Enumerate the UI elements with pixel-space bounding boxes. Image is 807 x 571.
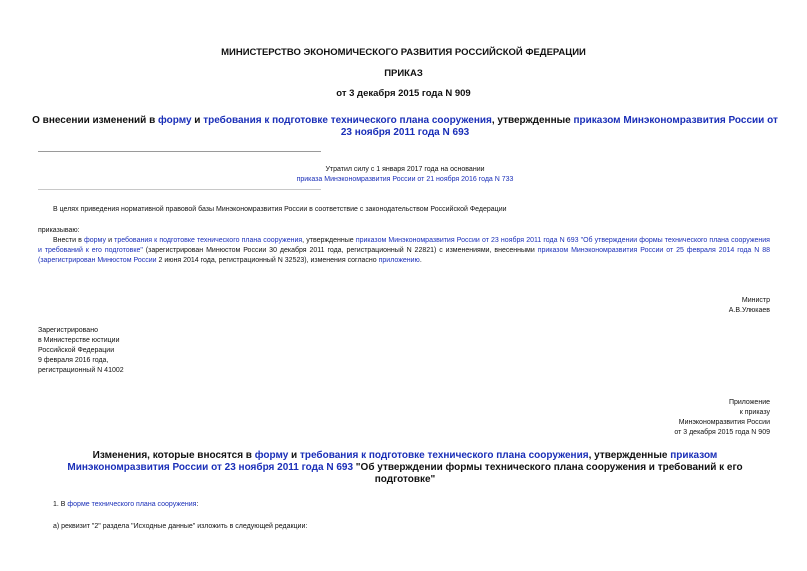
item-1	[53, 500, 198, 510]
registration-block	[38, 326, 124, 376]
title-text-2: и	[191, 115, 204, 126]
appendix-line: к приказу	[739, 409, 770, 416]
appendix-title-text-2: и	[288, 450, 300, 461]
document-title	[30, 115, 780, 139]
order-link-form[interactable]: форму	[84, 237, 106, 244]
separator-line	[38, 151, 321, 152]
registration-line: в Министерстве юстиции	[38, 337, 120, 344]
registration-line: Российской Федерации	[38, 347, 115, 354]
title-link-form[interactable]: форму	[158, 115, 192, 126]
appendix-title-link-form[interactable]: форму	[254, 450, 289, 461]
order-link-appendix[interactable]: приложению	[378, 257, 420, 264]
registration-line: 9 февраля 2016 года,	[38, 357, 109, 364]
item-1a: а) реквизит "2" раздела "Исходные данные" изложить в следующей редакции:	[53, 523, 308, 530]
appendix-title-link-order-693[interactable]: приказом Минэкономразвития России от 23 ноября 2011 года N 693	[67, 450, 718, 473]
appendix-title-text-3: , утвержденные	[588, 450, 671, 461]
order-text-2: и	[105, 237, 115, 244]
registration-line: Зарегистрировано	[38, 327, 98, 334]
doc-date-number: от 3 декабря 2015 года N 909	[336, 88, 471, 99]
status-note	[240, 165, 570, 185]
appendix-title	[45, 450, 765, 486]
signature-name: А.В.Улюкаев	[728, 307, 770, 314]
item-1-suffix: :	[196, 501, 199, 508]
order-text-6: .	[419, 257, 422, 264]
item-1-link-form[interactable]: форме технического плана сооружения	[67, 501, 197, 508]
appendix-line: Приложение	[728, 399, 770, 406]
ministry-heading: МИНИСТЕРСТВО ЭКОНОМИЧЕСКОГО РАЗВИТИЯ РОССИЙСКОЙ ФЕДЕРАЦИИ	[221, 47, 586, 58]
signature-block	[729, 296, 770, 316]
separator-line-2	[38, 189, 321, 190]
item-1-prefix: 1. В	[53, 501, 68, 508]
order-link-order-693[interactable]: приказом Минэкономразвития России от 23 ноября 2011 года N 693 "Об утверждении формы технического плана сооружения и требований к его подготовке"	[38, 237, 770, 254]
title-link-requirements[interactable]: требования к подготовке технического плана сооружения	[203, 115, 492, 126]
order-text-1: Внести в	[53, 237, 85, 244]
registration-line: регистрационный N 41002	[38, 367, 124, 374]
order-text-3: , утвержденные	[302, 237, 356, 244]
signature-position: Министр	[741, 297, 770, 304]
appendix-label	[674, 398, 770, 438]
order-text-4: (зарегистрирован Минюстом России 30 декабря 2011 года, регистрационный N 22821) с изменениями, внесенными	[142, 247, 538, 254]
title-text-3: , утвержденные	[491, 115, 574, 126]
appendix-title-link-requirements[interactable]: требования к подготовке технического плана сооружения	[299, 450, 589, 461]
appendix-title-text-4: "Об утверждении формы технического плана сооружения и требований к его подготовке"	[353, 462, 743, 485]
appendix-line: Минэкономразвития России	[678, 419, 770, 426]
status-link-order-733[interactable]: приказа Минэкономразвития России от 21 ноября 2016 года N 733	[296, 176, 514, 183]
status-line: Утратил силу с 1 января 2017 года на основании	[325, 166, 485, 173]
title-text-1: О внесении изменений в	[32, 115, 158, 126]
order-link-order-88[interactable]: приказом Минэкономразвития России от 25 февраля 2014 года N 88 (зарегистрирован Минюстом России	[38, 247, 770, 264]
order-paragraph	[38, 236, 770, 266]
doc-type-heading: ПРИКАЗ	[384, 68, 423, 79]
appendix-line: от 3 декабря 2015 года N 909	[674, 429, 770, 436]
order-link-requirements[interactable]: требования к подготовке технического плана сооружения	[114, 237, 303, 244]
title-link-order-693[interactable]: приказом Минэкономразвития России от 23 ноября 2011 года N 693	[340, 115, 778, 138]
preamble-text: В целях приведения нормативной правовой базы Минэкономразвития России в соответствие с законодательством Российской Федерации	[53, 206, 507, 213]
order-word: приказываю:	[38, 227, 80, 234]
order-text-5: 2 июня 2014 года, регистрационный N 32523), изменения согласно	[156, 257, 379, 264]
appendix-title-text-1: Изменения, которые вносятся в	[92, 450, 255, 461]
